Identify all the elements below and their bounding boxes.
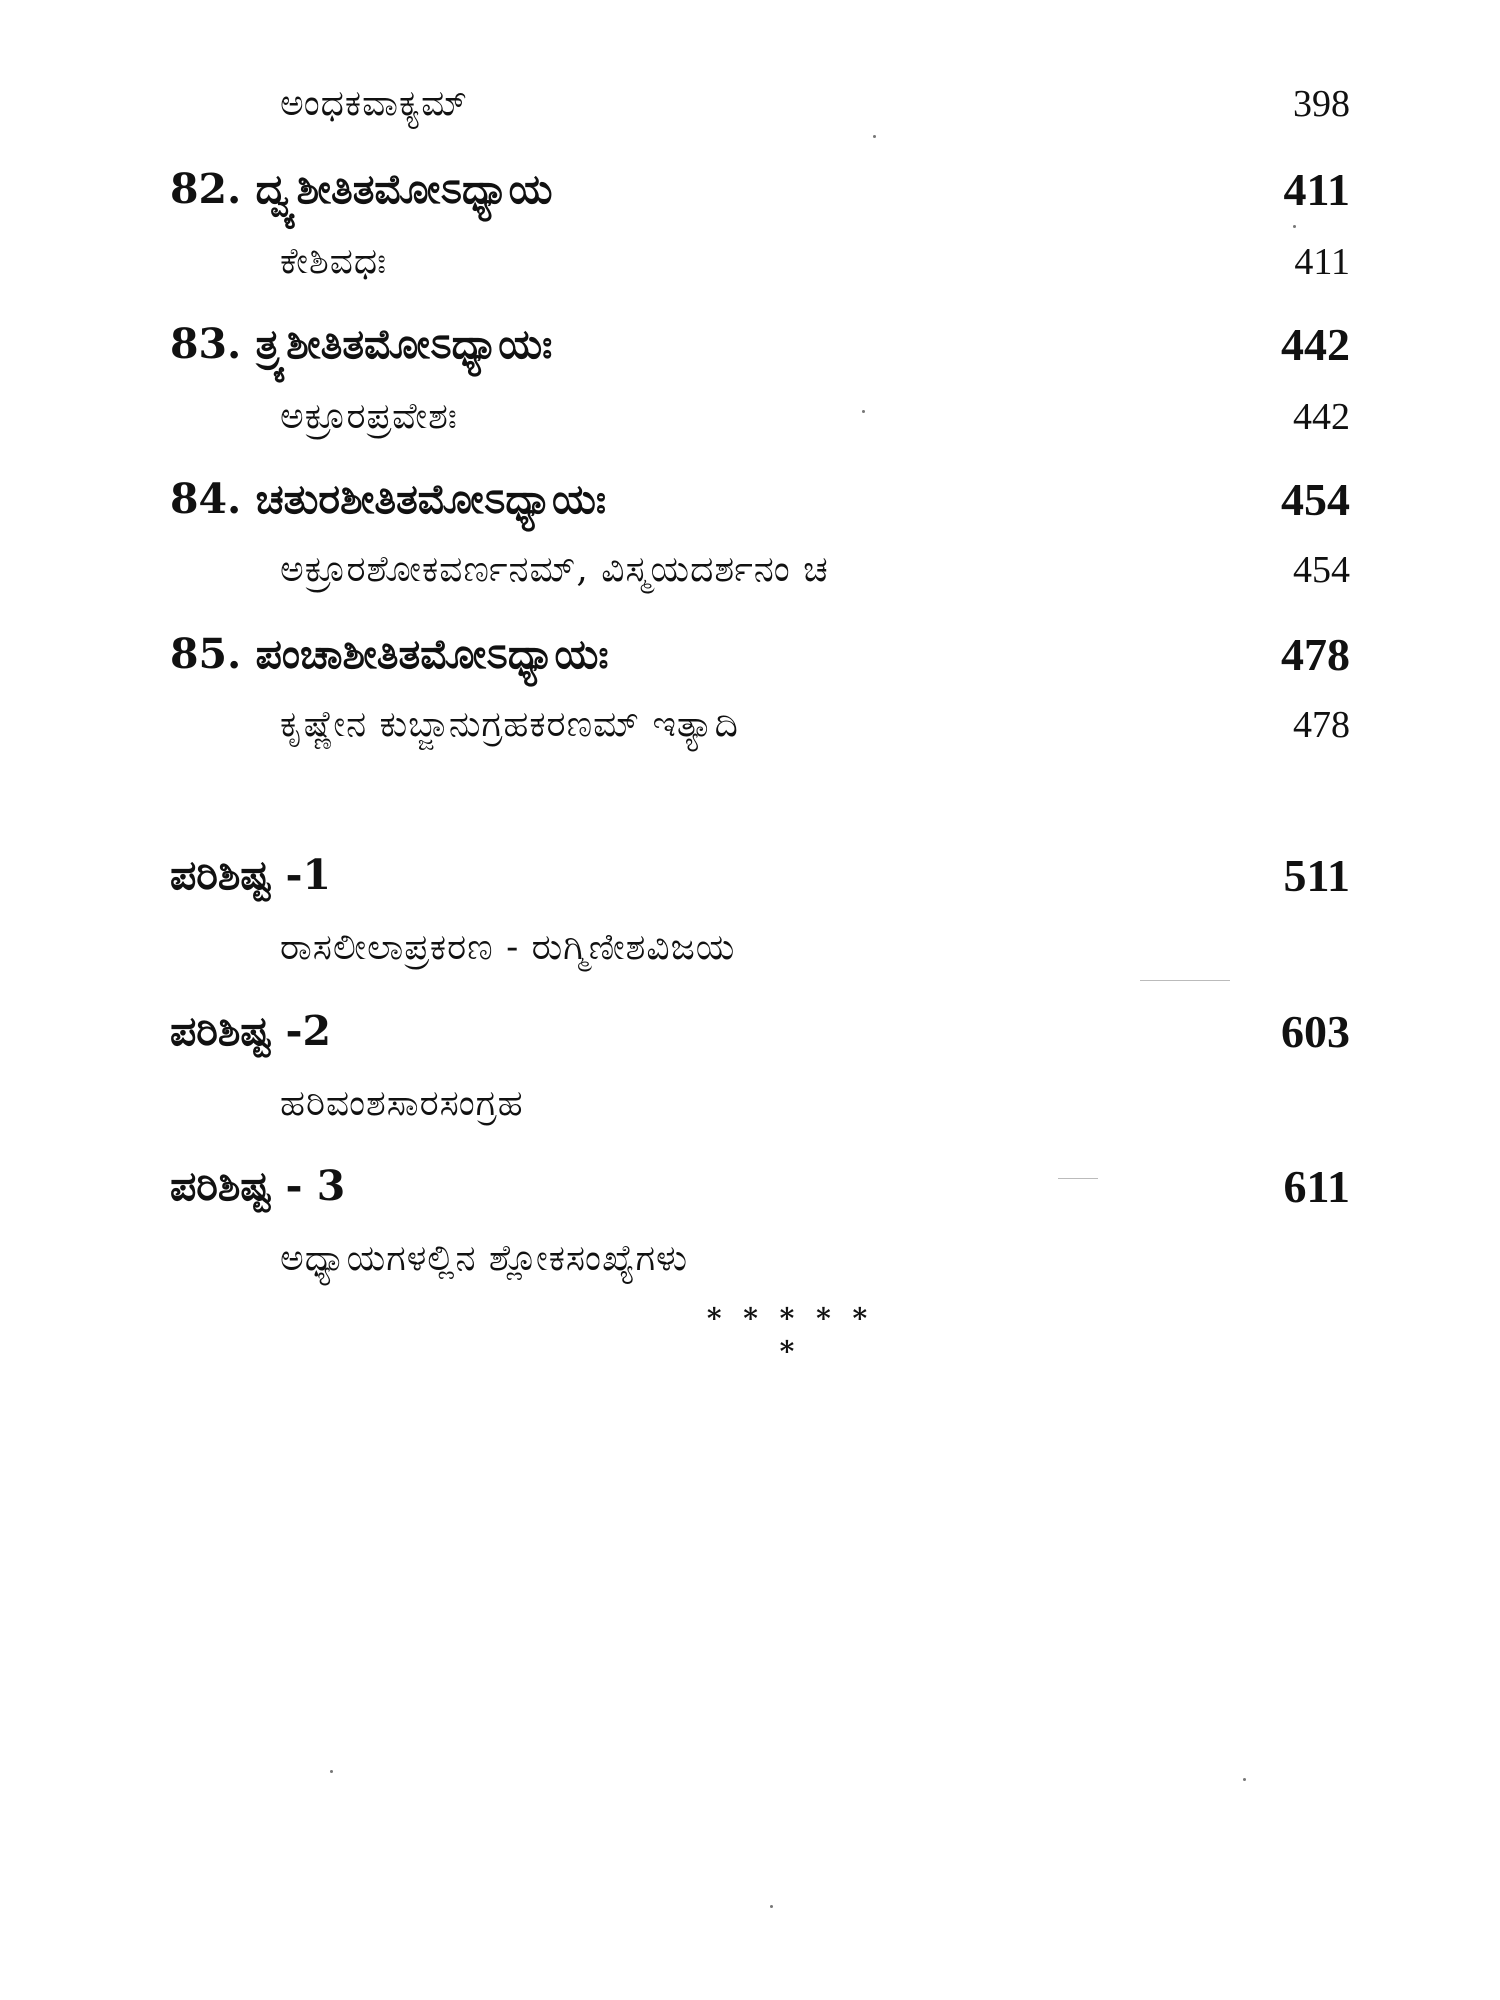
toc-entry <box>280 542 1350 598</box>
appendix-title: ಪರಿಶಿಷ್ಟ -1 <box>170 850 332 899</box>
toc-entry <box>280 1076 1350 1132</box>
appendix-page-number: 511 <box>1283 849 1350 901</box>
toc-entry <box>280 920 1350 976</box>
entry-page-number: 398 <box>1293 83 1350 125</box>
entry-page-number: 411 <box>1294 241 1350 283</box>
chapter-page-number: 442 <box>1281 318 1350 370</box>
entry-title: ಅಧ್ಯಾಯಗಳಲ್ಲಿನ ಶ್ಲೋಕಸಂಖ್ಯೆಗಳು <box>280 1238 689 1279</box>
appendix-page-number: 603 <box>1281 1005 1350 1057</box>
scan-speck <box>873 135 876 138</box>
appendix-page-number: 611 <box>1283 1160 1350 1212</box>
entry-title: ಅಂಧಕವಾಕ್ಯಮ್ <box>280 83 469 124</box>
appendix-title: ಪರಿಶಿಷ್ಟ - 3 <box>170 1161 346 1210</box>
entry-title: ಅಕ್ರೂರಶೋಕವರ್ಣನಮ್, ವಿಸ್ಮಯದರ್ಶನಂ ಚ <box>280 549 829 590</box>
chapter-title: 84. ಚತುರಶೀತಿತಮೋಽಧ್ಯಾಯಃ <box>170 474 607 523</box>
entry-page-number: 454 <box>1293 549 1350 591</box>
toc-chapter <box>170 619 1350 689</box>
chapter-page-number: 454 <box>1281 473 1350 525</box>
toc-chapter <box>170 154 1350 224</box>
scan-speck <box>862 410 865 413</box>
chapter-page-number: 478 <box>1281 628 1350 680</box>
end-ornament: * * * * * * <box>706 1302 874 1368</box>
scan-streak <box>1140 980 1230 981</box>
appendix-title: ಪರಿಶಿಷ್ಟ -2 <box>170 1006 332 1055</box>
toc-chapter <box>170 464 1350 534</box>
chapter-title: 85. ಪಂಚಾಶೀತಿತಮೋಽಧ್ಯಾಯಃ <box>170 629 609 678</box>
entry-title: ಹರಿವಂಶಸಾರಸಂಗ್ರಹ <box>280 1083 524 1124</box>
entry-title: ಕೇಶಿವಧಃ <box>280 241 388 282</box>
toc-entry <box>280 389 1350 445</box>
entry-page-number: 442 <box>1293 396 1350 438</box>
entry-title: ಕೃಷ್ಣೇನ ಕುಬ್ಜಾನುಗ್ರಹಕರಣಮ್ ಇತ್ಯಾದಿ <box>280 704 739 745</box>
toc-appendix <box>170 996 1350 1066</box>
toc-entry <box>280 76 1350 132</box>
scan-speck <box>1243 1778 1246 1781</box>
scan-streak <box>1058 1178 1098 1179</box>
entry-page-number: 478 <box>1293 704 1350 746</box>
entry-title: ರಾಸಲೀಲಾಪ್ರಕರಣ - ರುಗ್ಮಿಣೀಶವಿಜಯ <box>280 927 736 968</box>
toc-entry <box>280 234 1350 290</box>
chapter-title: 82. ದ್ವ್ಯಶೀತಿತಮೋಽಧ್ಯಾಯ <box>170 164 553 213</box>
scan-speck <box>330 1770 333 1773</box>
scan-speck <box>770 1905 773 1908</box>
chapter-page-number: 411 <box>1283 163 1350 215</box>
toc-entry <box>280 1231 1350 1287</box>
toc-entry <box>280 697 1350 753</box>
toc-chapter <box>170 309 1350 379</box>
entry-title: ಅಕ್ರೂರಪ್ರವೇಶಃ <box>280 396 458 437</box>
toc-appendix <box>170 840 1350 910</box>
scan-speck <box>1293 225 1296 228</box>
toc-appendix <box>170 1151 1350 1221</box>
chapter-title: 83. ತ್ರ್ಯಶೀತಿತಮೋಽಧ್ಯಾಯಃ <box>170 319 553 368</box>
